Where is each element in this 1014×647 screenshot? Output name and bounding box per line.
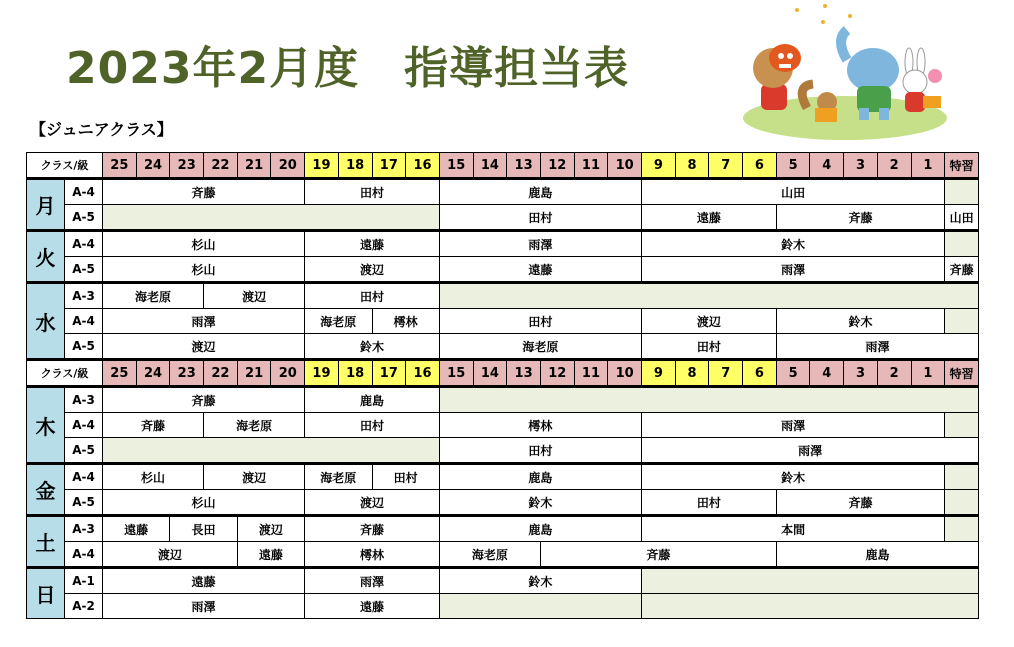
instructor-cell: 鈴木 (305, 334, 440, 360)
level-cell: 6 (743, 360, 777, 387)
class-label: A-4 (65, 309, 103, 334)
instructor-cell: 渡辺 (204, 283, 305, 309)
level-cell: 20 (271, 360, 305, 387)
level-cell: 16 (406, 153, 440, 179)
empty-slot (945, 490, 979, 516)
instructor-cell: 田村 (372, 464, 439, 490)
schedule-row (27, 464, 979, 490)
instructor-cell: 斉藤 (776, 490, 944, 516)
instructor-cell: 斉藤 (103, 413, 204, 438)
level-cell: 20 (271, 153, 305, 179)
schedule-row (27, 542, 979, 568)
empty-slot (642, 568, 979, 594)
class-label: A-4 (65, 542, 103, 568)
empty-slot (945, 464, 979, 490)
level-cell: 19 (305, 153, 339, 179)
level-cell: 19 (305, 360, 339, 387)
instructor-cell: 斉藤 (540, 542, 776, 568)
schedule-row (27, 594, 979, 619)
instructor-cell: 雨澤 (103, 594, 305, 619)
class-subtitle: 【ジュニアクラス】 (30, 120, 173, 139)
instructor-cell: 海老原 (439, 334, 641, 360)
level-cell: 25 (103, 153, 137, 179)
day-label: 水 (27, 283, 65, 360)
class-label: A-2 (65, 594, 103, 619)
level-cell: 11 (574, 153, 608, 179)
instructor-cell: 海老原 (305, 464, 372, 490)
class-label: A-4 (65, 231, 103, 257)
level-cell: 13 (507, 153, 541, 179)
animals-illustration (735, 0, 955, 142)
instructor-cell: 雨澤 (642, 413, 945, 438)
instructor-cell: 海老原 (204, 413, 305, 438)
level-header-row (27, 153, 979, 179)
instructor-cell: 海老原 (103, 283, 204, 309)
instructor-cell: 鈴木 (439, 490, 641, 516)
class-label: A-5 (65, 257, 103, 283)
schedule-row (27, 231, 979, 257)
level-cell: 21 (237, 360, 271, 387)
instructor-cell: 鈴木 (439, 568, 641, 594)
level-cell: 4 (810, 360, 844, 387)
instructor-cell: 渡辺 (305, 257, 440, 283)
level-cell: 1 (911, 153, 945, 179)
schedule-row (27, 490, 979, 516)
level-header-row (27, 360, 979, 387)
level-cell: 1 (911, 360, 945, 387)
instructor-cell: 遠藤 (439, 257, 641, 283)
level-cell: 12 (540, 153, 574, 179)
level-cell: 11 (574, 360, 608, 387)
level-cell: 22 (204, 153, 238, 179)
empty-slot (439, 594, 641, 619)
class-label: A-5 (65, 438, 103, 464)
instructor-cell: 山田 (945, 205, 979, 231)
empty-slot (103, 438, 440, 464)
class-label: A-3 (65, 387, 103, 413)
instructor-cell: 鈴木 (642, 231, 945, 257)
level-cell: 7 (709, 360, 743, 387)
class-label: A-5 (65, 334, 103, 360)
level-cell: 18 (338, 360, 372, 387)
level-cell: 5 (776, 153, 810, 179)
instructor-cell: 田村 (439, 309, 641, 334)
level-cell: 特習 (945, 153, 979, 179)
level-cell: 13 (507, 360, 541, 387)
instructor-cell: 渡辺 (305, 490, 440, 516)
schedule-row (27, 205, 979, 231)
class-label: A-5 (65, 205, 103, 231)
instructor-cell: 海老原 (305, 309, 372, 334)
class-label: A-5 (65, 490, 103, 516)
instructor-cell: 斉藤 (776, 205, 944, 231)
empty-slot (945, 179, 979, 205)
level-cell: 9 (642, 153, 676, 179)
level-cell: 5 (776, 360, 810, 387)
level-cell: 22 (204, 360, 238, 387)
instructor-cell: 遠藤 (642, 205, 777, 231)
class-level-corner: クラス/級 (27, 360, 103, 387)
schedule-row (27, 309, 979, 334)
instructor-cell: 山田 (642, 179, 945, 205)
class-label: A-1 (65, 568, 103, 594)
instructor-cell: 遠藤 (103, 516, 170, 542)
level-cell: 10 (608, 360, 642, 387)
instructor-cell: 渡辺 (103, 542, 238, 568)
schedule-row (27, 257, 979, 283)
instructor-cell: 樗林 (372, 309, 439, 334)
level-cell: 9 (642, 360, 676, 387)
instructor-cell: 雨澤 (439, 231, 641, 257)
level-cell: 15 (439, 360, 473, 387)
instructor-cell: 鹿島 (776, 542, 978, 568)
level-cell: 8 (675, 153, 709, 179)
class-label: A-3 (65, 283, 103, 309)
level-cell: 12 (540, 360, 574, 387)
instructor-cell: 雨澤 (642, 438, 979, 464)
instructor-cell: 遠藤 (305, 231, 440, 257)
day-label: 金 (27, 464, 65, 516)
instructor-cell: 杉山 (103, 490, 305, 516)
instructor-cell: 鹿島 (439, 516, 641, 542)
day-label: 土 (27, 516, 65, 568)
level-cell: 14 (473, 360, 507, 387)
level-cell: 15 (439, 153, 473, 179)
level-cell: 14 (473, 153, 507, 179)
rabbit-figure (903, 48, 942, 112)
empty-slot (103, 205, 440, 231)
day-label: 火 (27, 231, 65, 283)
schedule-row (27, 413, 979, 438)
level-cell: 10 (608, 153, 642, 179)
level-cell: 25 (103, 360, 137, 387)
class-label: A-4 (65, 413, 103, 438)
empty-slot (642, 594, 979, 619)
day-label: 日 (27, 568, 65, 619)
day-label: 月 (27, 179, 65, 231)
level-cell: 16 (406, 360, 440, 387)
instructor-cell: 樗林 (439, 413, 641, 438)
level-cell: 6 (743, 153, 777, 179)
schedule-row (27, 283, 979, 309)
level-cell: 24 (136, 153, 170, 179)
level-cell: 17 (372, 153, 406, 179)
schedule-row (27, 568, 979, 594)
schedule-row (27, 387, 979, 413)
empty-slot (945, 413, 979, 438)
instructor-cell: 雨澤 (103, 309, 305, 334)
level-cell: 23 (170, 360, 204, 387)
level-cell: 2 (877, 153, 911, 179)
instructor-cell: 海老原 (439, 542, 540, 568)
instructor-cell: 渡辺 (204, 464, 305, 490)
day-label: 木 (27, 387, 65, 464)
schedule-row (27, 516, 979, 542)
instructor-cell: 斉藤 (103, 179, 305, 205)
page-title: 2023年2月度 指導担当表 (66, 43, 630, 94)
level-cell: 18 (338, 153, 372, 179)
level-cell: 24 (136, 360, 170, 387)
schedule-row (27, 179, 979, 205)
instructor-cell: 遠藤 (305, 594, 440, 619)
class-label: A-3 (65, 516, 103, 542)
instructor-cell: 杉山 (103, 257, 305, 283)
instructor-cell: 杉山 (103, 464, 204, 490)
level-cell: 3 (844, 360, 878, 387)
instructor-cell: 本間 (642, 516, 945, 542)
instructor-cell: 鈴木 (642, 464, 945, 490)
instructor-cell: 雨澤 (305, 568, 440, 594)
level-cell: 4 (810, 153, 844, 179)
instructor-cell: 田村 (305, 413, 440, 438)
empty-slot (945, 309, 979, 334)
empty-slot (945, 231, 979, 257)
instructor-cell: 斉藤 (945, 257, 979, 283)
level-cell: 特習 (945, 360, 979, 387)
instructor-cell: 田村 (305, 283, 440, 309)
empty-slot (945, 516, 979, 542)
instructor-cell: 鹿島 (439, 179, 641, 205)
schedule-table (26, 152, 979, 619)
instructor-cell: 田村 (439, 438, 641, 464)
instructor-cell: 田村 (305, 179, 440, 205)
instructor-cell: 長田 (170, 516, 237, 542)
empty-slot (439, 387, 978, 413)
instructor-cell: 渡辺 (103, 334, 305, 360)
schedule-row (27, 438, 979, 464)
class-level-corner: クラス/級 (27, 153, 103, 179)
empty-slot (439, 283, 978, 309)
instructor-cell: 田村 (642, 490, 777, 516)
instructor-cell: 渡辺 (237, 516, 304, 542)
instructor-cell: 田村 (642, 334, 777, 360)
level-cell: 7 (709, 153, 743, 179)
instructor-cell: 渡辺 (642, 309, 777, 334)
class-label: A-4 (65, 464, 103, 490)
instructor-cell: 雨澤 (776, 334, 978, 360)
instructor-cell: 樗林 (305, 542, 440, 568)
instructor-cell: 遠藤 (103, 568, 305, 594)
level-cell: 8 (675, 360, 709, 387)
instructor-cell: 鈴木 (776, 309, 944, 334)
instructor-cell: 杉山 (103, 231, 305, 257)
level-cell: 17 (372, 360, 406, 387)
instructor-cell: 鹿島 (439, 464, 641, 490)
class-label: A-4 (65, 179, 103, 205)
instructor-cell: 鹿島 (305, 387, 440, 413)
instructor-cell: 斉藤 (103, 387, 305, 413)
level-cell: 21 (237, 153, 271, 179)
level-cell: 23 (170, 153, 204, 179)
level-cell: 3 (844, 153, 878, 179)
instructor-cell: 斉藤 (305, 516, 440, 542)
instructor-cell: 雨澤 (642, 257, 945, 283)
level-cell: 2 (877, 360, 911, 387)
schedule-row (27, 334, 979, 360)
instructor-cell: 田村 (439, 205, 641, 231)
instructor-cell: 遠藤 (237, 542, 304, 568)
